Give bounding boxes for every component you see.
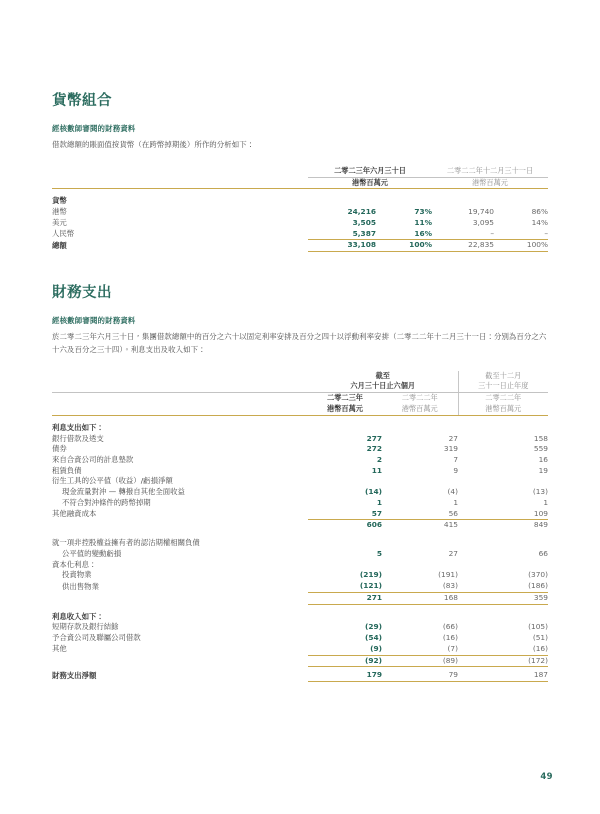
intro-paragraph-currency: 借款總額的賬面值按貨幣（在跨幣掉期後）所作的分析如下：: [52, 139, 255, 149]
subheading-capitalised-interest: 資本化利息：: [52, 559, 97, 569]
table-row-subtotal-income: [52, 655, 548, 667]
table-row: [52, 498, 548, 509]
row-value-col1: 1: [376, 497, 382, 507]
table-spacer: [52, 189, 548, 197]
subtotal-value-col1: 606: [366, 520, 382, 530]
table-row: [52, 633, 548, 644]
row-value-current-amount: 3,505: [352, 217, 376, 227]
row-value-col1: 272: [366, 444, 382, 454]
row-value-col1: 2: [376, 455, 382, 465]
net-total-label: 財務支出淨額: [52, 670, 97, 680]
page-content: [52, 92, 548, 682]
row-value-col2: 319: [443, 444, 459, 454]
subtotal-value-col1: 271: [308, 592, 382, 604]
finance-costs-table: [52, 371, 548, 682]
row-value-col3: (186): [458, 581, 548, 592]
header-unit-col3: 港幣百萬元: [458, 404, 548, 415]
row-label: 短期存款及銀行結餘: [52, 622, 119, 632]
row-label: 不符合對沖條件的跨幣掉期: [62, 497, 151, 507]
header-period-previous: 二零二二年十二月三十一日: [432, 166, 548, 177]
table-row: [52, 229, 548, 240]
row-value-col3: 19: [538, 465, 549, 475]
row-label: 人民幣: [52, 229, 75, 238]
table-header-row-unit: [52, 177, 548, 189]
subheading-interest-income: 利息收入如下：: [52, 611, 104, 621]
row-label: 現金流量對沖 — 轉撥自其他全面收益: [62, 487, 185, 497]
row-value-col2: (191): [438, 570, 459, 580]
total-value-previous-pct: 100%: [494, 240, 548, 252]
row-value-current-pct: 16%: [376, 229, 432, 240]
row-label: 銀行借款及透支: [52, 433, 104, 443]
table-row: [52, 622, 548, 633]
header-year-col2: 二零二二年: [401, 393, 438, 403]
currency-mix-table: [52, 166, 548, 252]
row-value-col2: 1: [453, 497, 459, 507]
table-row-total: [52, 240, 548, 252]
row-value-previous-pct: 86%: [531, 207, 549, 217]
row-value-current-amount: 5,387: [308, 229, 376, 240]
table-row-subheading-income: [52, 612, 548, 623]
subtotal-value-col3: 849: [533, 520, 549, 530]
row-value-col3: (370): [528, 570, 549, 580]
row-value-col2: (83): [382, 581, 458, 592]
header-group-six-months-line1: 截至: [375, 370, 390, 380]
table-row-label-only: [52, 476, 548, 487]
row-label: 供出售物業: [62, 581, 99, 591]
section-divider-space: [52, 252, 548, 284]
row-value-col3: 559: [533, 444, 549, 454]
table-header-row-unit: [52, 404, 548, 415]
table-spacer: [52, 604, 548, 612]
row-value-previous-amount: 19,740: [468, 207, 495, 217]
header-group-year-line1: 截至十二月: [458, 371, 548, 382]
row-value-col1: (54): [364, 633, 382, 643]
total-value-previous-amount: 22,835: [432, 240, 494, 252]
row-value-col1: 11: [371, 465, 382, 475]
subtotal-value-col3: (172): [458, 655, 548, 667]
table-row-subtotal-capitalised: [52, 592, 548, 604]
row-value-previous-amount: –: [432, 229, 494, 240]
table-row: [52, 455, 548, 466]
row-label: 來自合資公司的計息墊款: [52, 455, 134, 465]
row-label-derivative-fv: 衍生工具的公平值（收益）/虧損淨額: [52, 476, 173, 486]
group-label-currency: 貨幣: [52, 196, 67, 206]
table-row: [52, 444, 548, 455]
table-row-subheading-expense: [52, 423, 548, 434]
subheading-interest-expense: 利息支出如下：: [52, 422, 104, 432]
row-value-col2: 9: [453, 465, 459, 475]
table-row-put-option-line1: [52, 538, 548, 549]
row-label: 其他: [52, 644, 67, 654]
table-row-subtotal-expense: [52, 520, 548, 531]
row-value-col1: 277: [366, 433, 382, 443]
row-label: 美元: [52, 217, 67, 227]
row-label: 予合資公司及聯屬公司借款: [52, 633, 141, 643]
net-total-value-col1: 179: [308, 670, 382, 681]
total-value-current-pct: 100%: [376, 240, 432, 252]
header-year-col1: 二零二三年: [327, 393, 363, 403]
row-value-col2: (16): [442, 633, 459, 643]
row-value-col2: 56: [382, 509, 458, 520]
net-total-value-col2: 79: [382, 670, 458, 681]
row-value-col3: (51): [532, 633, 549, 643]
sub-heading-unaudited-finance: 經核數師審閱的財務資料: [52, 316, 136, 326]
subtotal-value-col1: (92): [308, 655, 382, 667]
row-value-col3: 109: [458, 509, 548, 520]
subtotal-value-col2: 168: [382, 592, 458, 604]
row-value-col1: (219): [359, 570, 382, 580]
header-year-col3: 二零二二年: [458, 393, 548, 404]
row-value-col1: (14): [364, 487, 382, 497]
total-label: 總額: [52, 240, 67, 250]
subtotal-value-col2: 415: [443, 520, 459, 530]
row-value-col1: (121): [308, 581, 382, 592]
row-value-current-pct: 11%: [414, 217, 433, 227]
header-unit-current: 港幣百萬元: [308, 177, 432, 189]
table-row: [52, 644, 548, 655]
table-row: [52, 434, 548, 445]
header-unit-col2: 港幣百萬元: [382, 404, 458, 415]
row-value-col1: (29): [364, 622, 382, 632]
table-header-row-top: [52, 166, 548, 177]
row-value-col2: (4): [447, 487, 459, 497]
table-row-put-option-line2: [52, 549, 548, 560]
row-label-put-option-line2: 公平值的變動虧損: [62, 548, 122, 558]
row-value-col3: 158: [533, 433, 549, 443]
table-row-subheading-capitalised: [52, 560, 548, 571]
page-title-finance-costs: 財務支出: [52, 284, 112, 301]
intro-paragraph-finance: 於二零二三年六月三十日，集團借款總額中的百分之六十以固定利率安排及百分之四十以浮動利率安排（二零二二年十二月三十一日：分別為百分之六十六及百分之三十四）。利息支出及收入如下：: [52, 331, 547, 354]
page-title-currency-mix: 貨幣組合: [52, 93, 112, 109]
row-value-col1: 5: [376, 548, 382, 558]
subtotal-value-col3: 359: [458, 592, 548, 604]
table-row: [52, 218, 548, 229]
table-header-row-group: [52, 371, 548, 382]
row-value-current-pct: 73%: [414, 207, 433, 217]
table-row: [52, 487, 548, 498]
row-value-current-amount: 24,216: [347, 207, 376, 217]
header-period-current: 二零二三年六月三十日: [308, 166, 432, 177]
row-value-col3: (16): [458, 644, 548, 655]
section-currency-mix: [52, 92, 548, 252]
table-header-row-year: [52, 393, 548, 404]
total-value-current-amount: 33,108: [308, 240, 376, 252]
row-value-col3: 66: [538, 548, 549, 558]
row-value-col3: 16: [538, 455, 549, 465]
row-label: 債券: [52, 444, 67, 454]
row-value-col1: 57: [308, 509, 382, 520]
row-value-previous-amount: 3,095: [472, 217, 495, 227]
section-finance-costs: [52, 284, 548, 682]
row-value-previous-pct: –: [494, 229, 548, 240]
table-row: [52, 581, 548, 592]
net-total-value-col3: 187: [458, 670, 548, 681]
row-value-col1: (9): [308, 644, 382, 655]
row-value-col3: (13): [532, 487, 549, 497]
page-number: 49: [540, 772, 553, 782]
row-label-put-option-line1: 就一項非控股權益擁有者的認沽期權相關負債: [52, 538, 200, 548]
table-row-group-label: [52, 196, 548, 207]
row-label: 其他融資成本: [52, 509, 97, 519]
table-header-row-group2: [52, 381, 548, 392]
header-group-year-line2: 三十一日止年度: [458, 381, 548, 392]
table-row: [52, 207, 548, 218]
row-value-col2: 27: [448, 433, 459, 443]
row-value-col2: 27: [448, 548, 459, 558]
header-group-six-months-line2: 六月三十日止六個月: [308, 381, 458, 392]
row-label: 投資物業: [62, 570, 92, 580]
row-value-col2: 7: [453, 455, 459, 465]
row-value-previous-pct: 14%: [531, 217, 549, 227]
table-spacer: [52, 415, 548, 423]
header-unit-previous: 港幣百萬元: [432, 177, 548, 189]
table-row: [52, 570, 548, 581]
row-value-col3: (105): [528, 622, 549, 632]
row-value-col2: (66): [442, 622, 459, 632]
table-row-net-total: [52, 670, 548, 681]
row-value-col3: 1: [543, 497, 549, 507]
table-spacer: [52, 531, 548, 538]
row-value-col2: (7): [382, 644, 458, 655]
header-unit-col1: 港幣百萬元: [308, 404, 382, 415]
row-label: 租賃負債: [52, 465, 82, 475]
table-row: [52, 466, 548, 477]
subtotal-value-col2: (89): [382, 655, 458, 667]
row-label: 港幣: [52, 207, 67, 217]
table-row: [52, 509, 548, 520]
sub-heading-unaudited-currency: 經核數師審閱的財務資料: [52, 124, 136, 134]
